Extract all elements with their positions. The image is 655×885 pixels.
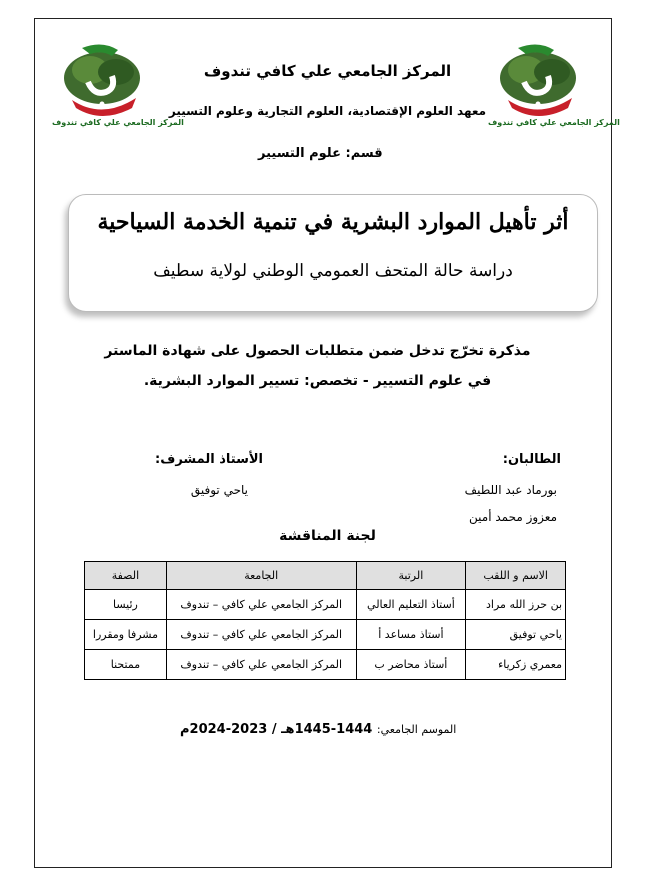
institute-name: معهد العلوم الإقتصادية، العلوم التجارية وعلوم التسيير bbox=[168, 104, 487, 118]
thesis-title-box bbox=[68, 194, 598, 312]
member-university: المركز الجامعي علي كافي – تندوف bbox=[166, 650, 356, 680]
supervisor-name: ياحي توفيق bbox=[190, 483, 248, 497]
member-rank: أستاذ محاضر ب bbox=[356, 650, 466, 680]
student-name-1: بورماد عبد اللطيف bbox=[464, 483, 557, 497]
member-university: المركز الجامعي علي كافي – تندوف bbox=[166, 620, 356, 650]
table-header-row bbox=[85, 562, 566, 590]
column-header: الصفة bbox=[85, 562, 167, 590]
center-name: المركز الجامعي علي كافي تندوف bbox=[203, 62, 452, 80]
member-role: رئيسا bbox=[85, 590, 167, 620]
thesis-title: أثر تأهيل الموارد البشرية في تنمية الخدمة السياحية bbox=[97, 209, 569, 235]
member-role: مشرفا ومقررا bbox=[85, 620, 167, 650]
member-rank: أستاذ مساعد أ bbox=[356, 620, 466, 650]
table-row bbox=[85, 620, 566, 650]
member-role: ممتحنا bbox=[85, 650, 167, 680]
column-header: الرتبة bbox=[356, 562, 466, 590]
member-name: بن حرز الله مراد bbox=[466, 590, 566, 620]
season-value: 1444-1445هـ / 2023-2024م bbox=[180, 722, 373, 737]
member-name: معمري زكرياء bbox=[466, 650, 566, 680]
logo-caption: المركز الجامعي علي كافي تندوف bbox=[52, 118, 184, 127]
memo-line-1: مذكرة تخرّج تدخل ضمن متطلبات الحصول على شهادة الماستر bbox=[104, 343, 531, 359]
season-label: الموسم الجامعي: bbox=[376, 723, 457, 736]
table-row bbox=[85, 650, 566, 680]
member-rank: أستاذ التعليم العالي bbox=[356, 590, 466, 620]
column-header: الاسم و اللقب bbox=[466, 562, 566, 590]
student-name-2: معزوز محمد أمين bbox=[469, 510, 557, 524]
committee-title: لجنة المناقشة bbox=[279, 528, 376, 544]
table-row bbox=[85, 590, 566, 620]
committee-table bbox=[84, 561, 566, 680]
logo-caption: المركز الجامعي علي كافي تندوف bbox=[488, 118, 620, 127]
department-name: قسم: علوم التسيير bbox=[258, 146, 383, 161]
column-header: الجامعة bbox=[166, 562, 356, 590]
member-name: ياحي توفيق bbox=[466, 620, 566, 650]
thesis-subtitle: دراسة حالة المتحف العمومي الوطني لولاية سطيف bbox=[153, 261, 513, 281]
member-university: المركز الجامعي علي كافي – تندوف bbox=[166, 590, 356, 620]
students-label: الطالبان: bbox=[502, 452, 561, 467]
university-logo-left bbox=[52, 42, 184, 137]
academic-season bbox=[180, 722, 456, 737]
memo-line-2: في علوم التسيير - تخصص: تسيير الموارد البشرية. bbox=[143, 373, 492, 389]
supervisor-label: الأستاذ المشرف: bbox=[155, 452, 263, 467]
university-logo-right bbox=[488, 42, 620, 137]
